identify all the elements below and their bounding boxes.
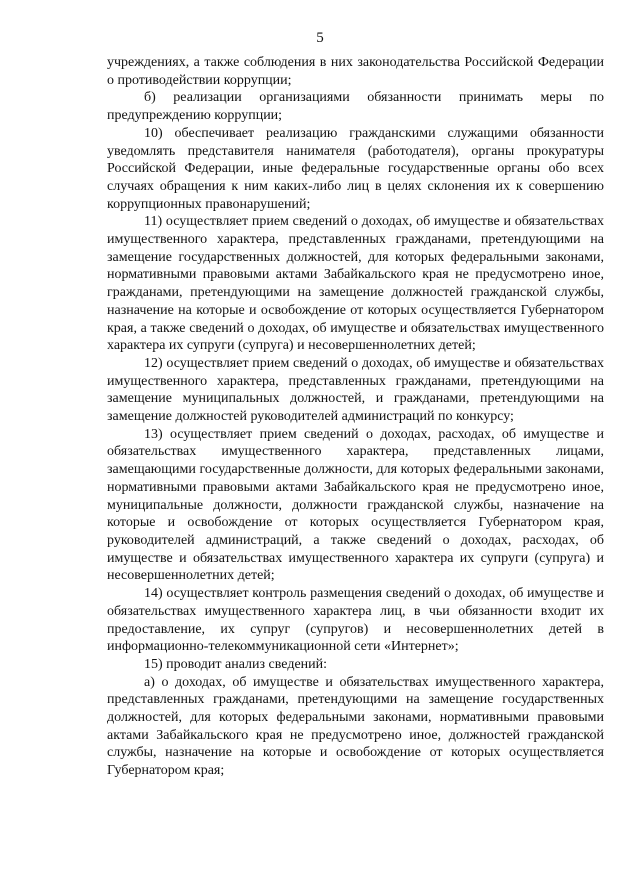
paragraph-continuation: учреждениях, а также соблюдения в них законодательства Российской Федерации о противодействии коррупции; [107,55,604,88]
paragraph-item-13: 13) осуществляет прием сведений о доходах, расходах, об имуществе и обязательствах имущественного характера, представленных лицами, замещающими государственные должности, для которых федеральными законами, нормативными правовыми актами Забайкальского края не предусмотрено иное, муниципальные должности, должности гражданской службы, назначение на которые и освобождение от которых осуществляется Губернатором края, руководителей администраций, а также сведений о доходах, расходах, об имуществе и обязательствах имущественного характера их супруги (супруга) и несовершеннолетних детей; [107,426,604,584]
paragraph-item-b: б) реализации организациями обязанности принимать меры по предупреждению коррупции; [107,90,604,124]
paragraph-item-15a: а) о доходах, об имуществе и обязательствах имущественного характера, представленных гражданами, претендующими на замещение государственных должностей, для которых федеральными законами, нормативными правовыми актами Забайкальского края не предусмотрено иное, должностей гражданской службы, назначение на которые и освобождение от которых осуществляется Губернатором края; [107,674,604,779]
page-number: 5 [316,30,324,46]
paragraph-item-11: 11) осуществляет прием сведений о доходах, об имуществе и обязательствах имущественного характера, представленных гражданами, претендующими на замещение государственных должностей, для которых федеральными законами, нормативными правовыми актами Забайкальского края не предусмотрено иное, гражданами, претендующими на замещение должностей гражданской службы, назначение на которые и освобождение от которых осуществляется Губернатором края, а также сведений о доходах, об имуществе и обязательствах имущественного характера их супруги (супруга) и несовершеннолетних детей; [107,214,604,354]
document-body [107,54,604,780]
paragraph-item-14: 14) осуществляет контроль размещения сведений о доходах, об имуществе и обязательствах имущественного характера лиц, в чьи обязанности входит их предоставление, их супруг (супругов) и несовершеннолетних детей в информационно-телекоммуникационной сети «Интернет»; [107,586,604,655]
paragraph-item-15: 15) проводит анализ сведений: [144,656,328,672]
paragraph-item-12: 12) осуществляет прием сведений о доходах, об имуществе и обязательствах имущественного характера, представленных гражданами, претендующими на замещение муниципальных должностей, и гражданами, претендующими на замещение должностей руководителей администраций по конкурсу; [107,355,604,425]
paragraph-item-10: 10) обеспечивает реализацию гражданскими служащими обязанности уведомлять представителя нанимателя (работодателя), органы прокуратуры Российской Федерации, иные федеральные государственные органы обо всех случаях обращения к ним каких-либо лиц в целях склонения их к совершению коррупционных правонарушений; [107,125,604,212]
